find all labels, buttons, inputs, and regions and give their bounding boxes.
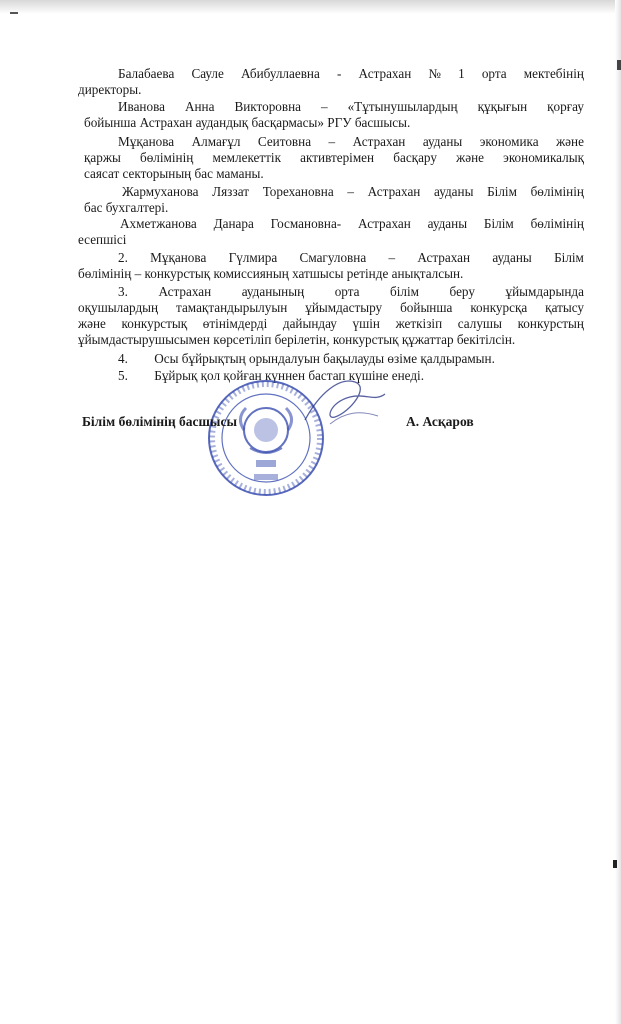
scan-mark [617, 60, 621, 70]
scan-edge-top [0, 0, 621, 14]
word: - [336, 66, 342, 81]
word: Сауле [191, 66, 224, 81]
text-line: 5. Бұйрық қол қойған күннен бастап күшіне енеді. [118, 368, 425, 383]
text-line [118, 250, 584, 266]
word: Астрахан [358, 216, 411, 231]
word: салушы [457, 316, 502, 331]
word: ауданы [434, 184, 474, 199]
word: бөлімінің [139, 150, 194, 165]
word: Ляззат [212, 184, 250, 199]
word: конкурстық [121, 316, 188, 331]
word: өтінімдерді [202, 316, 268, 331]
word: ауданы [427, 216, 468, 231]
word: – [388, 250, 396, 265]
word: және [556, 134, 584, 149]
signatory-title: Білім бөлімінің басшысы [82, 414, 237, 429]
word: ауданы [422, 134, 463, 149]
text-line: бөлімінің – конкурстық комиссияның хатшысы ретінде анықталсын. [78, 266, 464, 281]
word: Жармуханова [122, 184, 199, 199]
word: мектебінің [523, 66, 584, 81]
word: экономикалық [503, 150, 584, 165]
word: құқығын [477, 99, 528, 114]
word: – [347, 184, 354, 199]
word: экономика [479, 134, 539, 149]
text-line [118, 134, 584, 150]
signatory-name: А. Асқаров [406, 414, 474, 429]
word: бөлімінің [530, 216, 584, 231]
word: тамақтандырылуын [176, 300, 288, 315]
word: № [428, 66, 441, 81]
word: қатысу [545, 300, 584, 315]
word: конкурсқа [470, 300, 528, 315]
word: Иванова [118, 99, 165, 114]
word: Абибуллаевна [241, 66, 320, 81]
text-line [120, 216, 584, 232]
scan-mark [10, 12, 18, 14]
word: Астрахан [367, 184, 421, 199]
word: активтерімен [300, 150, 375, 165]
word: Сеитовна [257, 134, 312, 149]
word: қорғау [547, 99, 584, 114]
word: Викторовна [234, 99, 302, 114]
word: – [321, 99, 328, 114]
text-line [78, 300, 584, 316]
word: Астрахан [417, 250, 471, 265]
word: 3. [118, 284, 128, 299]
word: ұйымдастыру [305, 300, 383, 315]
word: ауданының [241, 284, 305, 299]
word: конкурстың [517, 316, 584, 331]
word: Ахметжанова [120, 216, 197, 231]
word: және [456, 150, 484, 165]
word: 1 [458, 66, 465, 81]
word: Торехановна [262, 184, 334, 199]
word: Білім [487, 184, 517, 199]
word: 2. [118, 250, 128, 265]
word: қаржы [84, 150, 121, 165]
word: Гүлмира [228, 250, 278, 265]
word: білім [390, 284, 419, 299]
scan-edge-right [615, 0, 621, 1024]
word: жеткізіп [395, 316, 443, 331]
word: Астрахан [158, 284, 212, 299]
text-line [118, 99, 584, 115]
word: Анна [184, 99, 215, 114]
word: Мұқанова [150, 250, 207, 265]
word: ұйымдарында [505, 284, 584, 299]
word: Білім [554, 250, 584, 265]
word: «Тұтынушылардың [347, 99, 458, 114]
text-line: бас бухгалтері. [84, 200, 169, 215]
word: орта [334, 284, 360, 299]
word: дайындау [282, 316, 337, 331]
word: мемлекеттік [212, 150, 281, 165]
text-line [118, 66, 584, 82]
text-line [78, 316, 584, 332]
text-line [118, 284, 584, 300]
handwritten-signature [300, 372, 390, 432]
word: Астрахан [358, 66, 412, 81]
text-line: саясат секторының бас маманы. [84, 166, 264, 181]
word: Балабаева [118, 66, 175, 81]
word: Данара [213, 216, 254, 231]
scan-mark [613, 860, 617, 868]
word: бөлімінің [530, 184, 584, 199]
word: бойынша [400, 300, 453, 315]
word: беру [449, 284, 475, 299]
text-line [84, 150, 584, 166]
word: және [78, 316, 106, 331]
text-line: 4. Осы бұйрықтың орындалуын бақылауды өзіме қалдырамын. [118, 351, 495, 366]
word: Мұқанова [118, 134, 175, 149]
word: Білім [483, 216, 514, 231]
text-line: бойынша Астрахан аудандық басқармасы» РГУ басшысы. [84, 115, 411, 130]
text-line: есепшісі [78, 232, 127, 247]
text-line: директоры. [78, 82, 142, 97]
word: орта [481, 66, 507, 81]
word: Госмановна- [270, 216, 342, 231]
word: Алмағұл [191, 134, 241, 149]
text-line: ұйымдастырушысымен көрсетіліп берілетін, конкурстық құжаттар бекітілсін. [78, 332, 516, 347]
word: Астрахан [352, 134, 406, 149]
word: ауданы [492, 250, 532, 265]
word: оқушылардың [78, 300, 159, 315]
word: үшін [352, 316, 380, 331]
text-line [122, 184, 584, 200]
word: Смагуловна [299, 250, 367, 265]
word: басқару [393, 150, 437, 165]
word: – [328, 134, 336, 149]
